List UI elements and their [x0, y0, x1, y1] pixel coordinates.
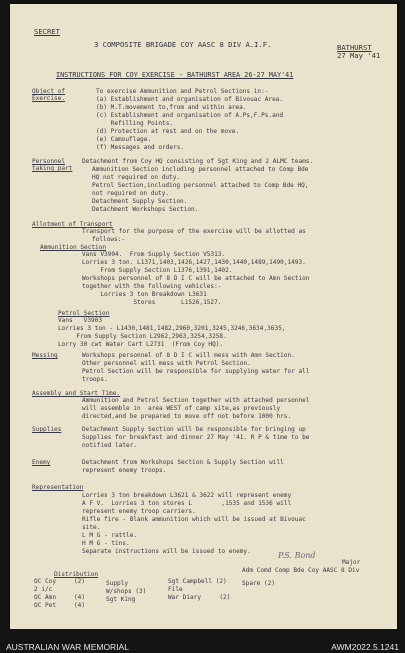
- distribution-item: File: [168, 586, 183, 593]
- text-line: troops.: [82, 376, 108, 383]
- document-title: INSTRUCTIONS FOR COY EXERCISE - BATHURST AREA 26-27 MAY'41: [56, 71, 294, 79]
- text-line: Separate instructions will be issued to enemy.: [82, 548, 251, 555]
- text-line: Vans V3903: [58, 317, 103, 324]
- text-line: site.: [82, 524, 101, 531]
- text-line: Refilling Points.: [96, 120, 174, 127]
- representation-heading: Representation: [32, 484, 84, 491]
- signature-block: Adm Comd Comp Bde Coy AASC 8 Div: [242, 567, 360, 574]
- distribution-item: 2 i/c: [34, 586, 53, 593]
- text-line: (a) Establishment and organisation of Bivouac Area.: [96, 96, 284, 103]
- text-line: HQ not required on duty.: [92, 174, 181, 181]
- distribution-qty: (4): [74, 594, 86, 601]
- text-line: L M G - rattle.: [82, 532, 138, 539]
- personnel-heading-2: taking part: [32, 165, 73, 172]
- text-line: notified later.: [82, 442, 138, 449]
- text-line: Ammunition and Petrol Section together with attached personnel: [82, 397, 310, 404]
- distribution-item: Sgt Campbell (2): [168, 578, 227, 585]
- supplies-heading: Supplies: [32, 426, 62, 433]
- object-heading-1: Object of: [32, 88, 66, 95]
- text-line: (b) M.T.movement to,from and within area.: [96, 104, 247, 111]
- text-line: Lorries 3 ton - L1430,1481,1482,2960,3201,3245,3246,3634,3635,: [58, 325, 286, 332]
- text-line: H M G - tins.: [82, 540, 130, 547]
- distribution-item: OC Amn: [34, 594, 57, 601]
- text-line: Supplies for breakfast and dinner 27 May '41. R P & time to be: [82, 434, 310, 441]
- text-line: A F V. Lorries 3 ton stores L ,1535 and 1536 will: [82, 500, 292, 507]
- text-line: follows:-: [92, 236, 126, 243]
- distribution-item: OC Coy: [34, 578, 57, 585]
- distribution-qty: (4): [74, 602, 86, 609]
- text-line: To exercise Ammunition and Petrol Sections in:-: [96, 88, 269, 95]
- text-line: represent enemy troops.: [82, 467, 167, 474]
- text-line: (d) Protection at rest and on the move.: [96, 128, 240, 135]
- text-line: Detachment from Coy HQ consisting of Sgt King and 2 ALMC teams.: [82, 158, 314, 165]
- personnel-heading-1: Personnel: [32, 158, 66, 165]
- distribution-item: Supply: [106, 580, 129, 587]
- text-line: From Supply Section L2962,2963,3254,3258.: [58, 333, 227, 340]
- unit-heading: 3 COMPOSITE BRIGADE COY AASC 8 DIV A.I.F.: [94, 40, 272, 49]
- text-line: From Supply Section L1376,1391,1402.: [82, 267, 233, 274]
- distribution-heading: Distribution: [54, 571, 99, 578]
- distribution-item: OC Pet: [34, 602, 57, 609]
- text-line: Workshops personnel of 8 D I C will be attached to Amn Section: [82, 275, 310, 282]
- text-line: represent enemy troop carriers.: [82, 508, 196, 515]
- text-line: (e) Camouflage.: [96, 136, 152, 143]
- text-line: Rifle fire - Blank ammunition which will be issued at Bivouac: [82, 516, 306, 523]
- text-line: Detachment Workshops Section.: [92, 206, 199, 213]
- date: 27 May '41: [337, 51, 381, 60]
- handwritten-signature: P.S. Bond: [278, 551, 316, 560]
- text-line: Lorry 30 cwt Water Cart L2731 (From Coy HQ).: [58, 341, 224, 348]
- text-line: Detachment Supply Section.: [92, 198, 188, 205]
- signature-rank: Major: [342, 559, 361, 566]
- text-line: Stores L1526,1527.: [82, 299, 222, 306]
- text-line: (f) Messages and orders.: [96, 144, 185, 151]
- text-line: Lorries 3 ton. L1371,1403,1426,1427,1430,1440,1489,1490,1493.: [82, 259, 306, 266]
- archive-name: AUSTRALIAN WAR MEMORIAL: [6, 642, 129, 652]
- distribution-item: W/shops (3): [106, 588, 147, 595]
- text-line: Lorries 3 ton Breakdown L3631: [82, 291, 207, 298]
- text-line: Vans V3904. From Supply Section V5313.: [82, 251, 226, 258]
- text-line: Petrol Section,including personnel attached to Comp Bde HQ,: [92, 182, 309, 189]
- security-classification: SECRET: [34, 27, 60, 36]
- text-line: not required on duty.: [92, 190, 170, 197]
- archive-footer: [0, 629, 405, 653]
- text-line: together with the following vehicles:-: [82, 283, 222, 290]
- text-line: (c) Establishment and organisation of A.Ps,F.Ps.and: [96, 112, 284, 119]
- text-line: Detachment Supply Section will be responsible for bringing up: [82, 426, 306, 433]
- ammunition-section-heading: Ammunition Section: [40, 244, 107, 251]
- petrol-section-heading: Petrol Section: [58, 310, 110, 317]
- text-line: directed,and be prepared to move off not before 1000 hrs.: [82, 413, 292, 420]
- object-heading-2: Exercise.: [32, 95, 66, 102]
- place: BATHURST: [337, 43, 372, 52]
- allotment-heading: Allotment of Transport: [32, 221, 113, 228]
- document-page: [10, 4, 397, 629]
- accession-number: AWM2022.5.1241: [331, 642, 399, 652]
- assembly-heading: Assembly and Start Time.: [32, 390, 121, 397]
- distribution-item: Sgt King: [106, 596, 136, 603]
- text-line: Workshops personnel of 8 D I C will mess with Amn Section.: [82, 352, 295, 359]
- text-line: Petrol Section will be responsible for supplying water for all: [82, 368, 310, 375]
- distribution-qty: (2): [74, 578, 86, 585]
- distribution-item: War Diary (2): [168, 594, 231, 601]
- text-line: Lorries 3 ton breakdown L3621 & 3622 will represent enemy: [82, 492, 292, 499]
- text-line: Other personnel will mess with Petrol Section.: [82, 360, 251, 367]
- text-line: Ammunition Section including personnel attached to Comp Bde: [92, 166, 309, 173]
- text-line: Detachment from Workshops Section & Supply Section will: [82, 459, 284, 466]
- distribution-item: Spare (2): [242, 580, 276, 587]
- messing-heading: Messing: [32, 352, 58, 359]
- text-line: Transport for the purpose of the exercise will be allotted as: [82, 228, 306, 235]
- enemy-heading: Enemy: [32, 459, 51, 466]
- text-line: will assemble in area WEST of camp site,as previously: [82, 405, 281, 412]
